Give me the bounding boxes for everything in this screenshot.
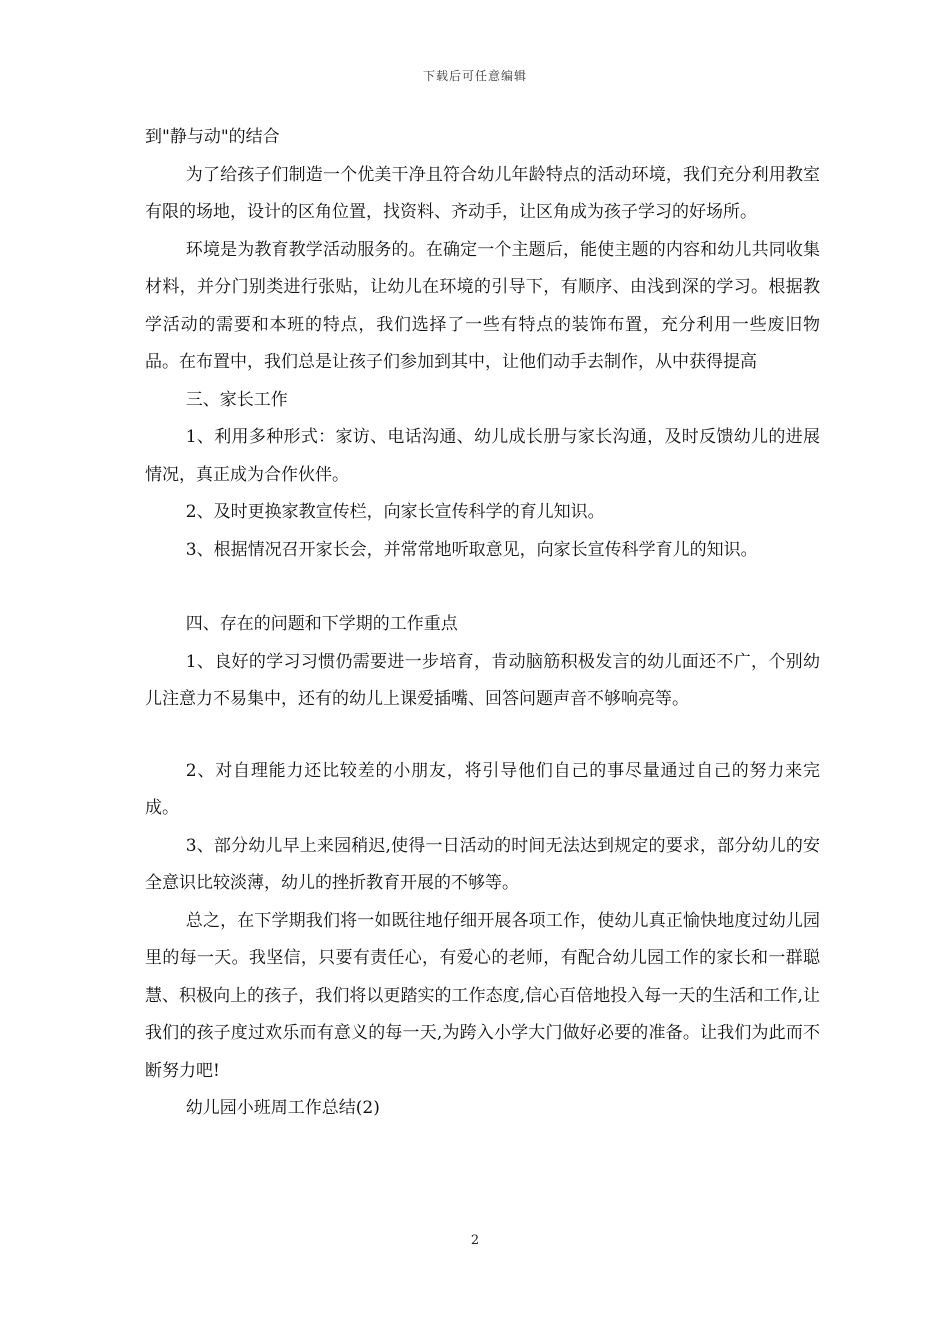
section-heading-parent-work: 三、家长工作: [185, 389, 288, 410]
document-body: [145, 119, 820, 1128]
list-item-parent-3: 3、根据情况召开家长会，并常常地听取意见，向家长宣传科学育儿的知识。: [185, 539, 758, 560]
paragraph-continuation: 到"静与动"的结合: [145, 127, 280, 147]
next-document-title: 幼儿园小班周工作总结(2): [185, 1098, 380, 1118]
blank-line: [145, 719, 820, 753]
list-item-parent-1: 1、利用多种形式：家访、电话沟通、幼儿成长册与家长沟通，及时反馈幼儿的进展情况，真正成为合作伙伴。: [145, 427, 820, 485]
header-note: 下载后可任意编辑: [422, 69, 527, 83]
section-heading-problems: 四、存在的问题和下学期的工作重点: [185, 614, 458, 634]
list-item-parent-2: 2、及时更换家教宣传栏，向家长宣传科学的育儿知识。: [185, 502, 605, 522]
paragraph-conclusion: 总之，在下学期我们将一如既往地仔细开展各项工作，使幼儿真正愉快地度过幼儿园里的每一天。我坚信，只要有责任心，有爱心的老师，有配合幼儿园工作的家长和一群聪慧、积极向上的孩子，我们将以更踏实的工作态度,信心百倍地投入每一天的生活和工作,让我们的孩子度过欢乐而有意义的每一天,为跨入小学大门做好必要的准备。让我们为此而不断努力吧!: [145, 910, 820, 1081]
list-item-problem-1: 1、良好的学习习惯仍需要进一步培育，肯动脑筋积极发言的幼儿面还不广，个别幼儿注意力不易集中，还有的幼儿上课爱插嘴、回答问题声音不够响亮等。: [145, 651, 820, 709]
page-number: 2: [470, 1233, 480, 1248]
list-item-problem-2: 2、对自理能力还比较差的小朋友，将引导他们自己的事尽量通过自己的努力来完成。: [145, 760, 820, 818]
list-item-problem-3: 3、部分幼儿早上来园稍迟,使得一日活动的时间无法达到规定的要求，部分幼儿的安全意识比较淡薄，幼儿的挫折教育开展的不够等。: [145, 835, 820, 893]
paragraph-environment-creation: 为了给孩子们制造一个优美干净且符合幼儿年龄特点的活动环境，我们充分利用教室有限的场地，设计的区角位置，找资料、齐动手，让区角成为孩子学习的好场所。: [145, 164, 820, 222]
blank-line: [145, 569, 820, 606]
paragraph-environment-service: 环境是为教育教学活动服务的。在确定一个主题后，能使主题的内容和幼儿共同收集材料，并分门别类进行张贴，让幼儿在环境的引导下，有顺序、由浅到深的学习。根据教学活动的需要和本班的特点，我们选择了一些有特点的装饰布置，充分利用一些废旧物品。在布置中，我们总是让孩子们参加到其中，让他们动手去制作，从中获得提高: [145, 239, 820, 372]
